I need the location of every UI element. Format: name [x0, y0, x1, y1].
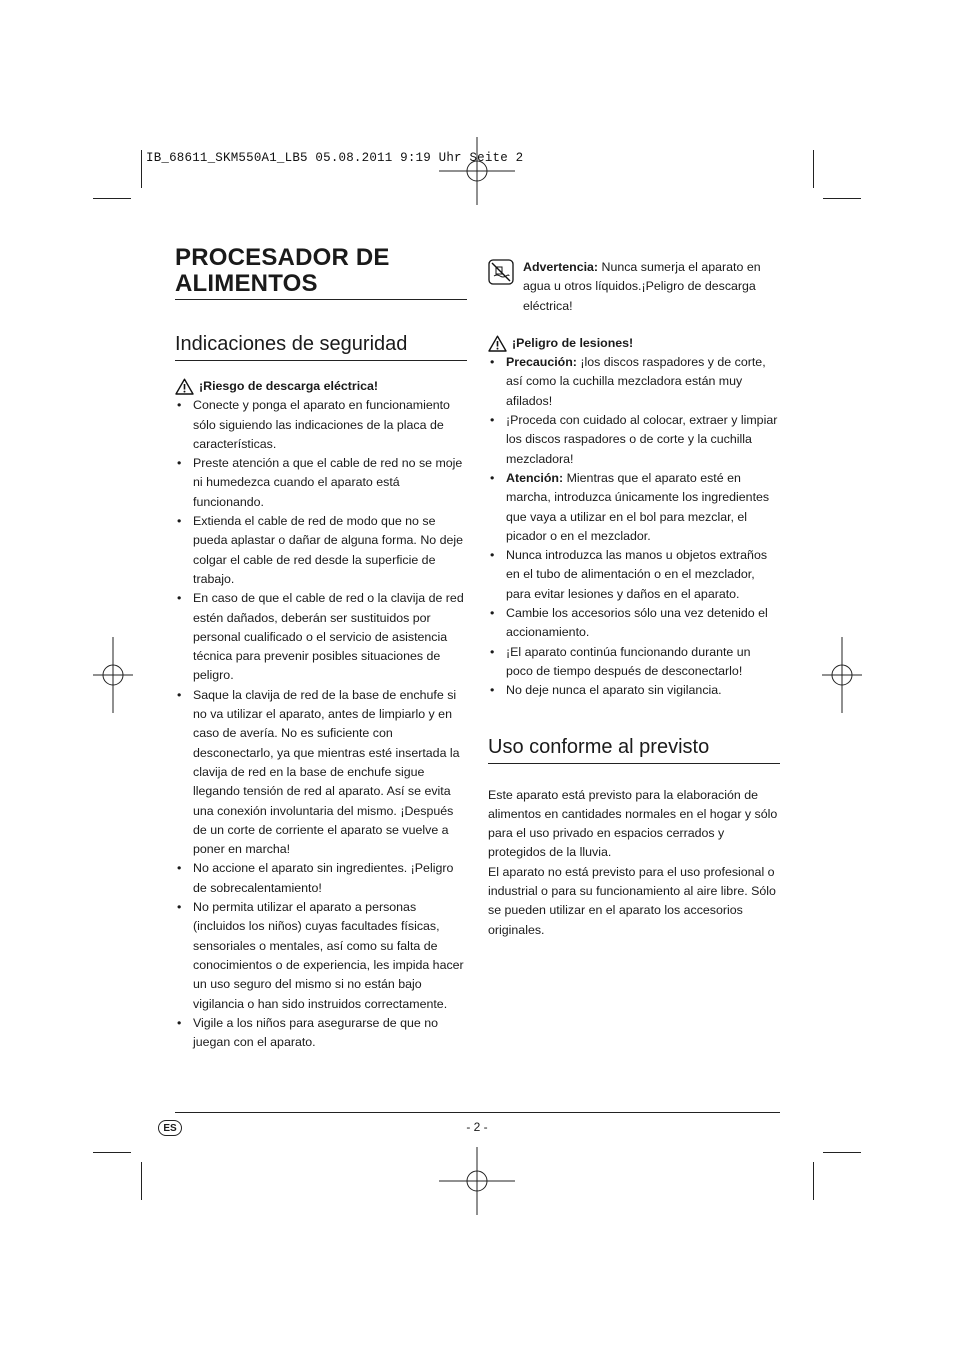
registration-mark-top: [439, 133, 515, 209]
electric-safety-list: [175, 396, 467, 1052]
crop-mark: [823, 198, 861, 199]
right-column: [488, 258, 780, 940]
language-badge: ES: [158, 1120, 182, 1136]
intended-use-paragraph-1: Este aparato está previsto para la elaboración de alimentos en cantidades normales en el hogar y sólo para el uso privado en espacios cerrados y protegidos de la lluvia.: [488, 787, 778, 860]
list-item-text: Cambie los accesorios sólo una vez detenido el accionamiento.: [506, 606, 768, 640]
intended-use-paragraph-2: El aparato no está previsto para el uso profesional o industrial o para su funcionamiento al aire libre. Sólo se pueden utilizar en el aparato los accesorios originales.: [488, 864, 776, 937]
list-item-lead: Precaución:: [506, 355, 577, 370]
page-title: [175, 245, 467, 300]
crop-mark: [823, 1152, 861, 1153]
left-column: [175, 245, 467, 1052]
crop-mark: [93, 1152, 131, 1153]
no-immersion-icon: [488, 259, 514, 285]
crop-mark: [93, 198, 131, 199]
list-item: • Preste atención a que el cable de red no se moje ni humedezca cuando el aparato está funcionando.: [175, 454, 467, 512]
page-title-line-1: PROCESADOR DE: [175, 244, 390, 271]
list-item: [488, 469, 780, 546]
list-item: [488, 643, 780, 682]
page-title-line-2: ALIMENTOS: [175, 270, 318, 297]
injury-warning-title: ¡Peligro de lesiones!: [512, 335, 634, 350]
list-item-text: ¡El aparato continúa funcionando durante un poco de tiempo después de desconectarlo!: [506, 644, 751, 678]
list-item-text: ¡los discos raspadores y de corte, así como la cuchilla mezcladora están muy afilados!: [506, 355, 766, 408]
list-item: • Vigile a los niños para asegurarse de que no juegan con el aparato.: [175, 1014, 467, 1053]
warning-triangle-icon: [488, 335, 507, 352]
safety-heading: Indicaciones de seguridad: [175, 332, 467, 361]
crop-mark: [813, 150, 814, 188]
list-item-text: Mientras que el aparato esté en marcha, introduzca únicamente los ingredientes que vaya a utilizar en el bol para mezclar, el picador o en el mezclador.: [506, 470, 770, 543]
list-item: • Conecte y ponga el aparato en funcionamiento sólo siguiendo las indicaciones de la placa de características.: [175, 396, 467, 454]
list-item: • No permita utilizar el aparato a personas (incluidos los niños) cuyas facultades físicas, sensoriales o mentales, así como su falta de conocimientos o de experiencia, les impida hacer un uso seguro del mismo si no están bajo vigilancia o han sido instruidos correctamente.: [175, 898, 467, 1014]
list-item: • Extienda el cable de red de modo que no se pueda aplastar o dañar de alguna forma. No deje colgar el cable de red desde la superficie de trabajo.: [175, 512, 467, 589]
list-item: • No accione el aparato sin ingredientes. ¡Peligro de sobrecalentamiento!: [175, 859, 467, 898]
registration-mark-left: [75, 637, 151, 713]
injury-warning-heading: [488, 334, 780, 353]
advertencia-label: Advertencia:: [523, 260, 599, 274]
crop-mark: [141, 150, 142, 188]
list-item: • Saque la clavija de red de la base de enchufe si no va utilizar el aparato, antes de limpiarlo y en caso de avería. No es suficiente con desconectarlo, ya que mientras esté insertada la clavija de red en la base de enchufe sigue llegando tensión de red al aparato. Así se evita una conexión involuntaria del mismo. ¡Después de un corte de corriente el aparato se vuelve a poner en marcha!: [175, 686, 467, 860]
list-item: [488, 604, 780, 643]
list-item-text: No deje nunca el aparato sin vigilancia.: [506, 683, 722, 698]
warning-triangle-icon: [175, 378, 194, 395]
list-item: [488, 353, 780, 411]
crop-mark: [813, 1162, 814, 1200]
list-item: [488, 411, 780, 469]
list-item: [488, 681, 780, 700]
electric-warning-heading: [175, 377, 467, 396]
electric-warning-title: ¡Riesgo de descarga eléctrica!: [199, 379, 379, 393]
page-number: - 2 -: [466, 1120, 488, 1134]
list-item-text: Nunca introduzca las manos u objetos extraños en el tubo de alimentación o en el mezclador, para evitar lesiones y daños en el aparato.: [506, 548, 768, 601]
list-item: • En caso de que el cable de red o la clavija de red estén dañados, deberán ser sustituidos por personal cualificado o el servicio de asistencia técnica para prevenir posibles situaciones de peligro.: [175, 589, 467, 685]
print-slug: IB_68611_SKM550A1_LB5 05.08.2011 9:19 Uhr Seite 2: [146, 151, 524, 165]
list-item-text: ¡Proceda con cuidado al colocar, extraer y limpiar los discos raspadores o de corte y la cuchilla mezcladora!: [506, 413, 778, 466]
registration-mark-right: [804, 637, 880, 713]
advertencia-block: [488, 258, 780, 316]
injury-safety-list: [488, 353, 780, 700]
list-item-lead: Atención:: [506, 470, 564, 485]
intended-use-heading: Uso conforme al previsto: [488, 735, 780, 764]
list-item: [488, 546, 780, 604]
advertencia-text-block: [523, 258, 780, 316]
crop-mark: [141, 1162, 142, 1200]
registration-mark-bottom: [439, 1143, 515, 1219]
advertencia-text: Nunca sumerja el aparato en agua u otros líquidos.¡Peligro de descarga eléctrica!: [523, 260, 761, 313]
footer-rule: [175, 1112, 780, 1113]
